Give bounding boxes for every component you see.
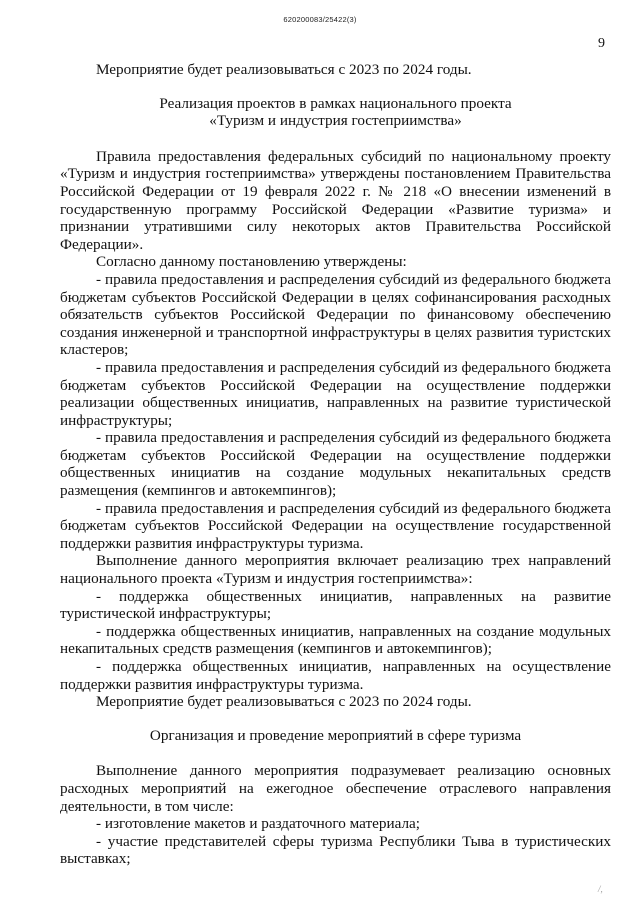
- section-heading: Организация и проведение мероприятий в сфере туризма: [149, 726, 522, 744]
- list-item: - поддержка общественных инициатив, направленных на осуществление поддержки развития инфраструктуры туризма.: [60, 658, 611, 693]
- section-heading-line: «Туризм и индустрия гостеприимства»: [209, 112, 462, 130]
- page-number: 9: [598, 36, 605, 51]
- list-item: - поддержка общественных инициатив, направленных на развитие туристической инфраструктуры;: [60, 587, 611, 623]
- corner-mark: /,: [598, 884, 603, 894]
- paragraph: Согласно данному постановлению утверждены:: [96, 253, 407, 271]
- list-item: - поддержка общественных инициатив, направленных на создание модульных некапитальных средств размещения (кемпингов и автокемпингов);: [60, 622, 611, 658]
- list-item: - участие представителей сферы туризма Республики Тыва в туристических выставках;: [60, 832, 611, 868]
- document-body: [60, 61, 611, 868]
- paragraph: Мероприятие будет реализовываться с 2023 по 2024 годы.: [96, 61, 472, 78]
- list-item: - правила предоставления и распределения субсидий из федерального бюджета бюджетам субъектов Российской Федерации в целях софинансирования расходных обязательств субъектов Российской Федерации по финансовому обеспечению создания инженерной и транспортной инфраструктуры в целях развития туристских кластеров;: [60, 270, 611, 359]
- paragraph: Мероприятие будет реализовываться с 2023 по 2024 годы.: [96, 693, 472, 711]
- paragraph: Выполнение данного мероприятия включает реализацию трех направлений национального проекта «Туризм и индустрия гостеприимства»:: [60, 552, 611, 588]
- list-item: - правила предоставления и распределения субсидий из федерального бюджета бюджетам субъектов Российской Федерации на осуществление поддержки общественных инициатив на создание модульных некапитальных средств размещения (кемпингов и автокемпингов);: [60, 429, 611, 500]
- list-item: - изготовление макетов и раздаточного материала;: [96, 815, 420, 833]
- paragraph: Выполнение данного мероприятия подразумевает реализацию основных расходных мероприятий на ежегодное обеспечение отраслевого направления деятельности, в том числе:: [60, 762, 611, 815]
- section-heading-line: Реализация проектов в рамках национального проекта: [159, 94, 512, 112]
- paragraph: Правила предоставления федеральных субсидий по национальному проекту «Туризм и индустрия гостеприимства» утверждены постановлением Правительства Российской Федерации от 19 февраля 2022 г. № 218 «О внесении изменений в государственную программу Российской Федерации «Развитие туризма» и признании утратившими силу некоторых актов Правительства Российской Федерации».: [60, 147, 611, 253]
- document-id: 620200083/25422(3): [283, 15, 357, 24]
- list-item: - правила предоставления и распределения субсидий из федерального бюджета бюджетам субъектов Российской Федерации на осуществление поддержки реализации общественных инициатив, направленных на развитие туристической инфраструктуры;: [60, 358, 611, 429]
- list-item: - правила предоставления и распределения субсидий из федерального бюджета бюджетам субъектов Российской Федерации на осуществление государственной поддержки развития инфраструктуры туризма.: [60, 499, 611, 552]
